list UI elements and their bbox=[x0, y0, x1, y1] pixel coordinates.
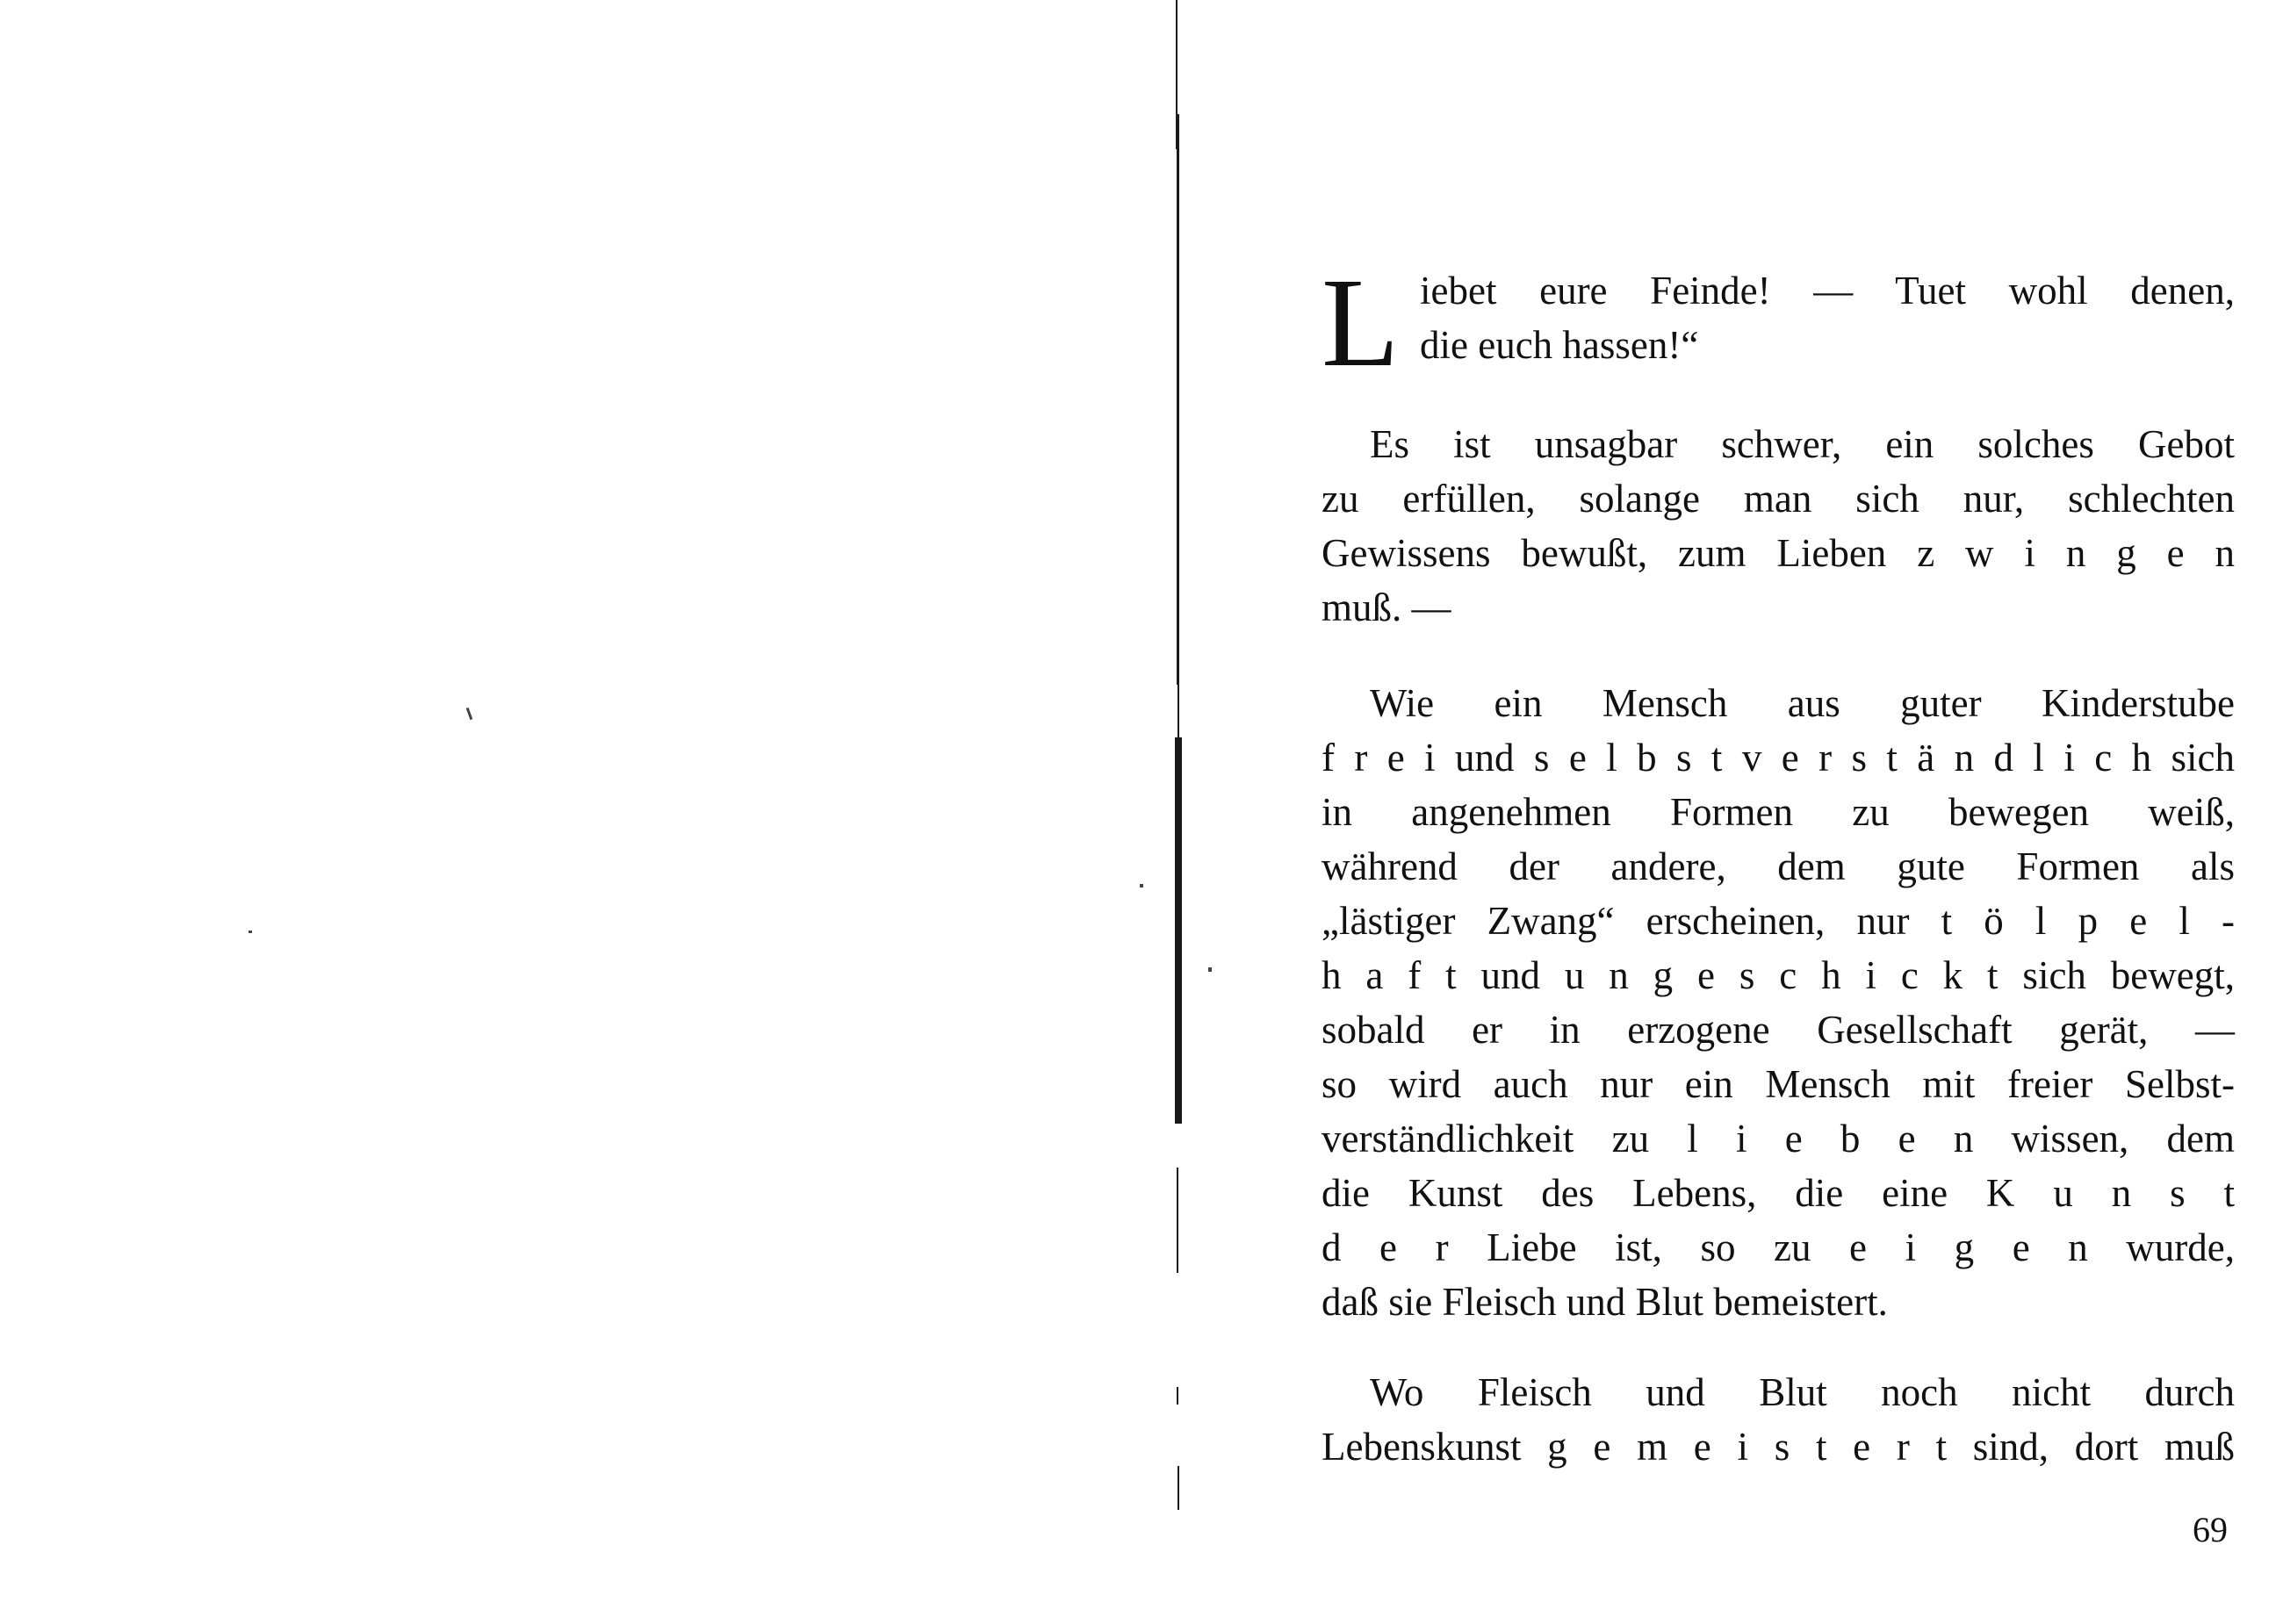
text-line: daß sie Fleisch und Blut bemeistert. bbox=[1322, 1280, 1888, 1324]
text-line: Es ist unsagbar schwer, ein solches Gebot bbox=[1370, 422, 2235, 466]
text-line: muß. — bbox=[1322, 586, 1451, 629]
text-line: die euch hassen!“ bbox=[1420, 323, 1699, 367]
text-line: h a f t und u n g e s c h i c k t sich bewegt, bbox=[1322, 953, 2235, 997]
page-speck bbox=[1208, 967, 1212, 972]
text-line: so wird auch nur ein Mensch mit freier Selbst- bbox=[1322, 1062, 2235, 1106]
text-line: „lästiger Zwang“ erscheinen, nur t ö l p e l - bbox=[1322, 899, 2235, 943]
page-speck bbox=[1140, 884, 1143, 887]
text-line: die Kunst des Lebens, die eine K u n s t bbox=[1322, 1171, 2235, 1215]
text-line: Wie ein Mensch aus guter Kinderstube bbox=[1370, 681, 2235, 725]
text-line: f r e i und s e l b s t v e r s t ä n d l i c h sich bbox=[1322, 736, 2235, 780]
drop-cap: L bbox=[1322, 253, 1400, 393]
text-line: Lebenskunst g e m e i s t e r t sind, dort muß bbox=[1322, 1425, 2235, 1469]
page-speck bbox=[466, 708, 473, 720]
text-line: verständlichkeit zu l i e b e n wissen, dem bbox=[1322, 1117, 2235, 1161]
text-line: zu erfüllen, solange man sich nur, schlechten bbox=[1322, 477, 2235, 521]
text-line: während der andere, dem gute Formen als bbox=[1322, 844, 2235, 888]
text-line: sobald er in erzogene Gesellschaft gerät, — bbox=[1322, 1008, 2235, 1052]
text-line: Gewissens bewußt, zum Lieben z w i n g e n bbox=[1322, 531, 2235, 575]
text-line: iebet eure Feinde! — Tuet wohl denen, bbox=[1420, 269, 2235, 313]
text-line: d e r Liebe ist, so zu e i g e n wurde, bbox=[1322, 1225, 2235, 1269]
page-speck bbox=[248, 931, 252, 933]
text-line: Wo Fleisch und Blut noch nicht durch bbox=[1370, 1370, 2235, 1414]
text-line: in angenehmen Formen zu bewegen weiß, bbox=[1322, 790, 2235, 834]
book-gutter bbox=[1173, 0, 1185, 1527]
page-number: 69 bbox=[2193, 1510, 2228, 1549]
